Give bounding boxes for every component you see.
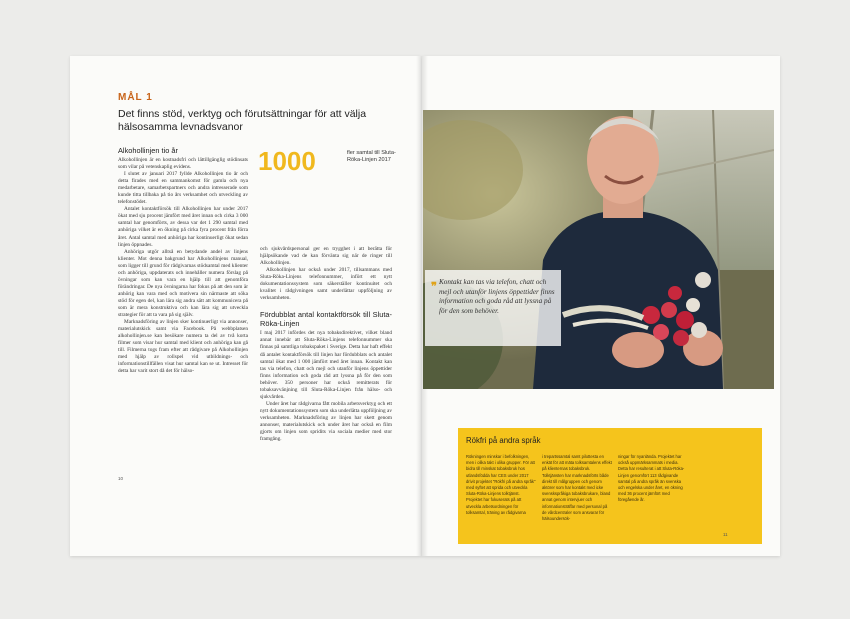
paragraph: I slutet av januari 2017 fyllde Alkohollinjen tio år och detta firades med en sammankomst för gamla och nya medarbetare, samarbetspartners och andra intresserade som kunde titta tillbaka på tio års verksamhet och utveckling av telefonstödet.: [118, 171, 248, 206]
text-column-1: [118, 146, 248, 476]
sidebar-column-2: [542, 454, 612, 542]
photo-man-with-radishes: [423, 110, 774, 389]
sidebar-column-3: [618, 454, 688, 542]
left-page-content: [70, 0, 422, 619]
paragraph: I maj 2017 infördes det nya tobaksdirektivet, vilket bland annat innebär att Sluta-Röka-Linjens telefonnummer ska finnas på samtliga tobakspaket i Sverige. Detta har haft effekt då antalet kontaktförsök till linjen har fördubblats och antalet samtal ökat med 1 000 jämfört med året innan. Kontakt kan tas via telefon, chatt och mejl och utanför linjens öppettider finns information och goda råd att lyssna på för den som behöver. 350 personer har också remitterats för tobaksavvänjning till Sluta-Röka-Linjen från hälso- och sjukvården.: [260, 330, 392, 400]
paragraph: Under året har rådgivarna fått mobila arbetsverktyg och ett nytt dokumentationssystem som ska underlätta uppföljning av verksamheten. Marknadsföring av linjen har skett genom annonser, materialutskick och under året har också en film gjorts om linjen som spridits via sociala medier med stor framgång.: [260, 400, 392, 443]
paragraph: Alkohollinjen har också under 2017, tillsammans med Sluta-Röka-Linjens telefonnummer, infört ett nytt dokumentationssystem som säkerställer kontinuitet och kvalitet i rådgivningen samt underlättar uppföljning av verksamheten.: [260, 267, 392, 302]
stat-label: fler samtal till Sluta-Röka-Linjen 2017: [347, 150, 396, 163]
sidebar-paragraph: ningar för nyanlända. Projektet har också uppmärksammats i media. Detta har resulterat i att Sluta-Röka-Linjen genomfört 113 rådgivande samtal på andra språk än svenska och engelska under året, en ökning med 36 procent jämfört med föregående år.: [618, 454, 685, 503]
quote-mark-icon: ❞: [431, 281, 437, 293]
sidebar-column-1: [466, 454, 536, 542]
paragraph: Antalet kontaktförsök till Alkohollinjen har under 2017 ökat med sju procent jämfört med året innan och cirka 3 000 samtal har genomförts, av dessa var det 1 290 samtal med anhöriga vilket är en ökning på cirka fyra procent från förra året. Antal samtal med anhöriga har kontinuerligt ökat sedan linjen öppnades.: [118, 206, 248, 248]
page-number-right: 11: [723, 532, 728, 537]
photo-illustration: [423, 110, 774, 389]
page-number-left: 10: [118, 476, 124, 481]
sidebar-box: [458, 428, 762, 544]
page-headline: Det finns stöd, verktyg och förutsättningar för att välja hälsosamma levnadsvanor: [118, 108, 367, 133]
paragraph: Alkohollinjen är en kostnadsfri och lättillgänglig stödinsats som vilar på vetenskaplig evidens.: [118, 157, 248, 171]
section-heading-sluta-roka: Fördubblat antal kontaktförsök till Sluta-Röka-Linjen: [260, 310, 392, 329]
sidebar-paragraph: i trepartssamtal samt pilottesta en enkät för att mäta tolksamtalens effekt på klienternas tobaksbruk. Tolktjänsten har marknadsförts både direkt till målgruppen och genom aktörer som har kontakt med icke svenskspråkiga tobaksbrukare, bland annat genom intervjuer och informationsträffar med personal på de vårdcentraler som ansvarar för hälsoundersök-: [542, 454, 612, 522]
goal-label: MÅL 1: [118, 92, 153, 103]
pull-quote: Kontakt kan tas via telefon, chatt och mejl och utanför linjens öppettider finns information och goda råd att lyssna på för den som behöver.: [439, 278, 555, 315]
right-page-content: [422, 56, 780, 556]
text-column-2: [260, 246, 392, 526]
sidebar-paragraph: Rökningen minskar i befolkningen, men i olika takt i olika grupper. För att bidra till minskat tobaksbruk hos utlandsfödda har CES under 2017 drivit projektet "Rökfri på andra språk" med syftet att sprida och utveckla Sluta-Röka-Linjens tolktjänst. Projektet har fokuserats på att utveckla arbetsordningen för tolksamtal, träning av rådgivarna: [466, 454, 536, 515]
paragraph: och sjukvårdspersonal ger en trygghet i att berätta för hjälpsökande vad de kan förvänta sig när de ringer till Alkohollinjen.: [260, 246, 392, 267]
paragraph: Marknadsföring av linjen sker kontinuerligt via annonser, materialutskick samt via Facebook. På webbplatsen alkohollinjen.se kan besökare numera ta del av två korta filmer som visar hur samtal med klient och anhöriga kan gå till. Filmerna togs fram efter att rådgivare på Alkohollinjen med hjälp av rollspel vid utbildnings- och informationstillfällen visat hur samtal kan se ut. Intresset för detta har varit stort då det för hälso-: [118, 319, 248, 375]
sidebar-title: Rökfri på andra språk: [466, 436, 541, 445]
section-heading-alkohollinjen: Alkohollinjen tio år: [118, 146, 178, 155]
paragraph: Anhöriga utgör alltså en betydande andel av linjens klienter. Mot denna bakgrund har Alkohollinjens manual, som ligger till grund för rådgivarnas stödsamtal med klienter och anhöriga, uppdaterats och innehåller numera förslag på övningar som kan vara en hjälp till att genomföra förändringar. De nya övningarna har fokus på att den som är anhörig kan vara med och motivera sin närmaste att söka stöd för egen del, kan lära sig andra sätt att kommunicera på som är mera konstruktiva och kan lära sig att utveckla strategier för att ta vara på sig själv.: [118, 248, 248, 319]
stat-number: 1000: [258, 146, 316, 176]
